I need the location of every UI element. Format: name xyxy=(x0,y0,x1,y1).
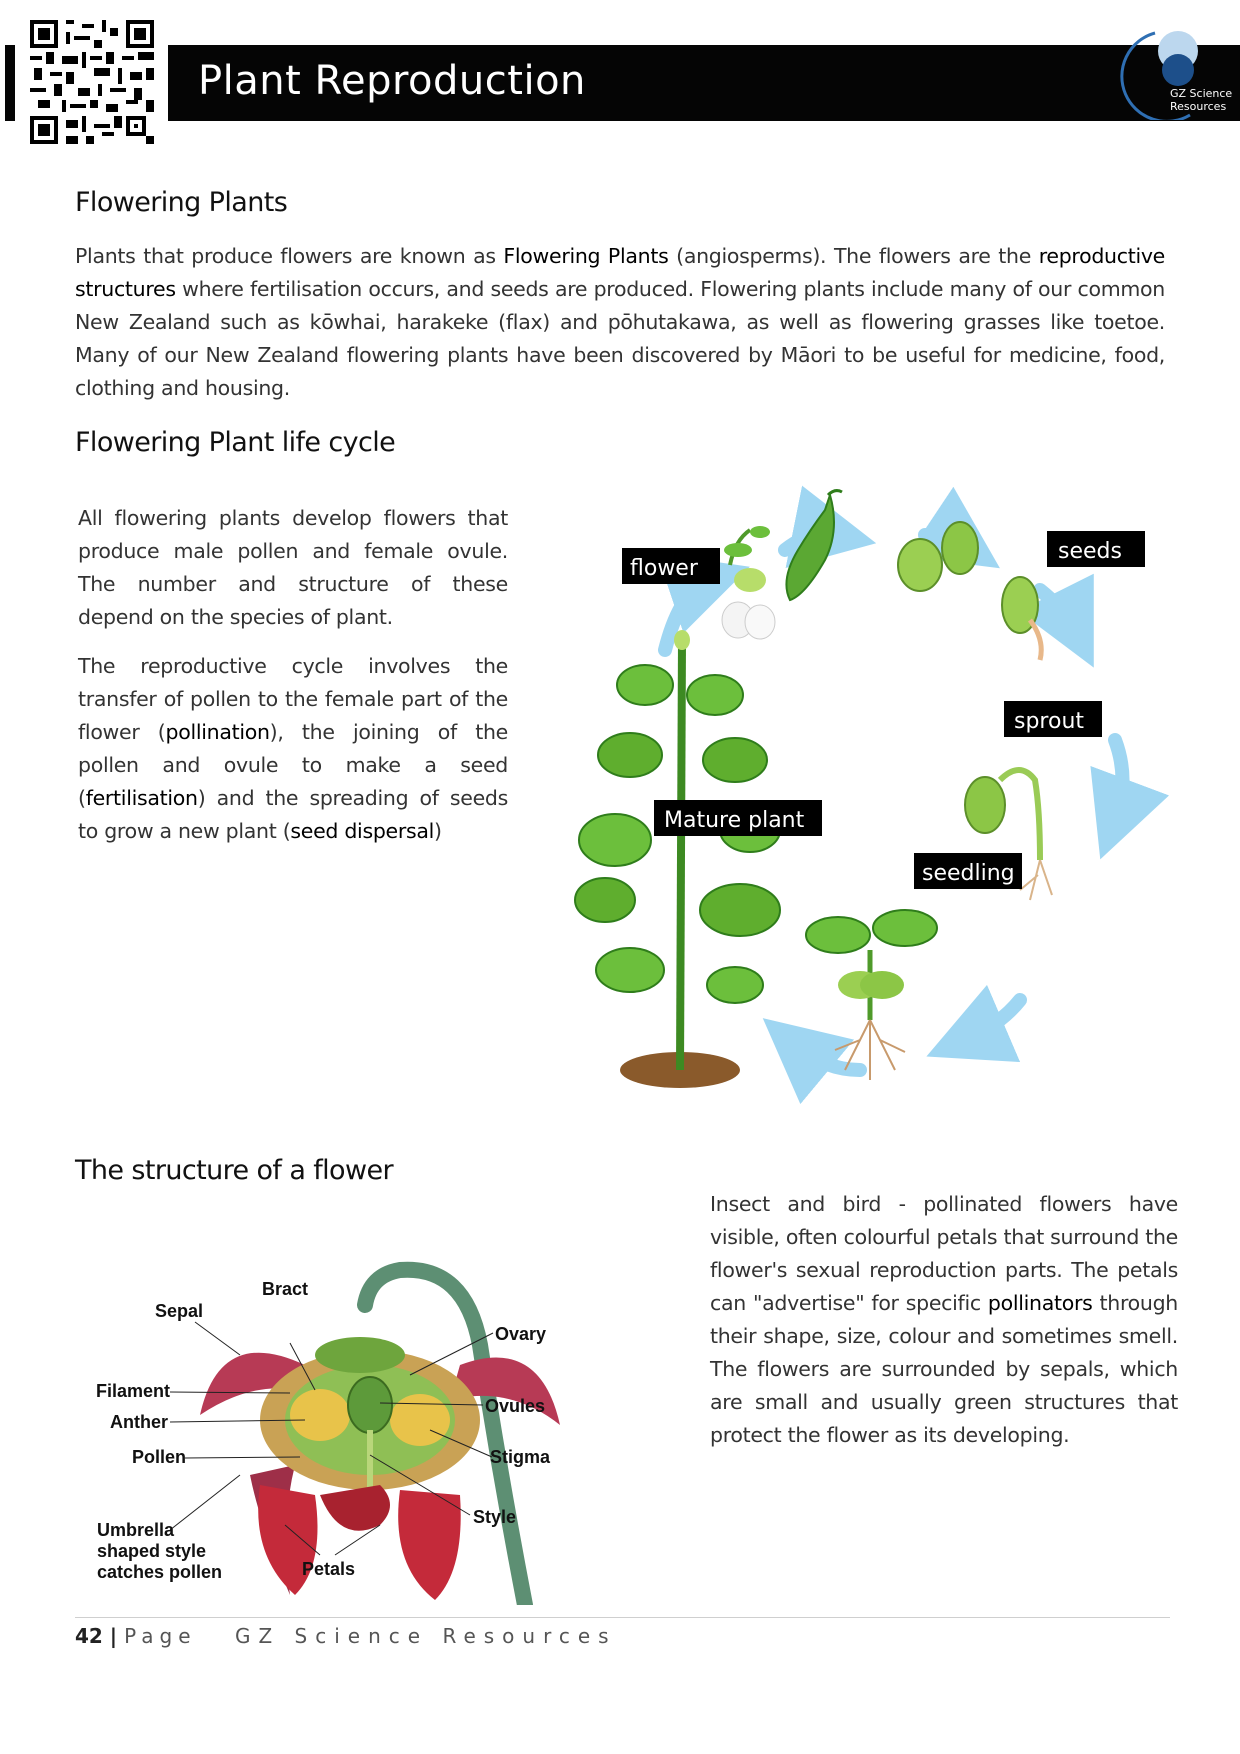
label-seeds: seeds xyxy=(1058,539,1122,564)
label-seedling: seedling xyxy=(922,861,1015,886)
label-umbrella-line2: shaped style xyxy=(97,1541,207,1561)
label-stigma: Stigma xyxy=(490,1447,551,1467)
header-left-stripe xyxy=(5,45,15,121)
term-flowering-plants: Flowering Plants xyxy=(503,244,669,268)
label-petals: Petals xyxy=(302,1559,356,1579)
mature-plant xyxy=(575,630,780,1088)
footer-page-number: 42 | Page xyxy=(75,1624,197,1648)
label-anther: Anther xyxy=(110,1412,168,1432)
label-bract: Bract xyxy=(262,1279,309,1299)
label-sprout: sprout xyxy=(1014,709,1085,734)
flower-structure-paragraph: Insect and bird - pollinated flowers have visible, often colourful petals that surround the flower's sexual reproduction parts. The petals can "advertise" for specific pollinators through their shape, size, colour and sometimes smell. The flowers are surrounded by sepals, which are small and usually green structures that protect the flower as its developing. xyxy=(710,1192,1179,1447)
term-fertilisation: fertilisation xyxy=(85,786,198,810)
qr-code-icon xyxy=(30,20,154,144)
sprout-stage xyxy=(1002,577,1041,660)
flower-stage xyxy=(722,526,775,639)
life-cycle-text xyxy=(78,502,508,864)
term-seed-dispersal: seed dispersal xyxy=(290,819,435,843)
section-heading-flower-structure: The structure of a flower xyxy=(75,1155,393,1186)
page-title: Plant Reproduction xyxy=(198,58,586,104)
label-style: Style xyxy=(473,1507,517,1527)
plant-life-cycle-diagram xyxy=(570,480,1180,1120)
logo-text: GZ Science Resources xyxy=(1170,87,1233,113)
section-heading-flowering-plants: Flowering Plants xyxy=(75,187,288,218)
petals xyxy=(258,1485,461,1600)
term-reproductive-structures: reproductive structures xyxy=(75,244,1165,301)
flowering-plants-paragraph: Plants that produce flowers are known as Flowering Plants (angiosperms). The flowers are the reproductive structures where fertilisation occurs, and seeds are produced. Flowering plants include many of our common New Zealand such as kōwhai, harakeke (flax) and pōhutakawa, as well as flowering grasses like toetoe. Many of our New Zealand flowering plants have been discovered by Māori to be useful for medicine, food, clothing and housing. xyxy=(75,244,1165,400)
life-cycle-paragraph-2: The reproductive cycle involves the transfer of pollen to the female part of the flower (pollination), the joining of the pollen and ovule to make a seed (fertilisation) and the spreading of seeds to grow a new plant (seed dispersal) xyxy=(78,654,508,843)
seedling-plant xyxy=(806,910,937,1080)
label-ovary: Ovary xyxy=(495,1324,547,1344)
label-sepal: Sepal xyxy=(155,1301,204,1321)
footer-brand: GZ Science Resources xyxy=(235,1624,617,1648)
label-pollen: Pollen xyxy=(132,1447,187,1467)
flower-structure-diagram xyxy=(80,1225,640,1605)
footer-divider xyxy=(75,1617,1170,1618)
life-cycle-paragraph-1: All flowering plants develop flowers that produce male pollen and female ovule. The number and structure of these depend on the species of plant. xyxy=(78,506,508,629)
section-heading-life-cycle: Flowering Plant life cycle xyxy=(75,427,396,458)
label-ovules: Ovules xyxy=(485,1396,546,1416)
term-pollinators: pollinators xyxy=(987,1291,1093,1315)
label-flower: flower xyxy=(630,556,698,581)
label-umbrella-line3: catches pollen xyxy=(97,1562,223,1582)
label-mature-plant: Mature plant xyxy=(664,808,805,833)
label-umbrella-line1: Umbrella xyxy=(97,1520,175,1540)
label-filament: Filament xyxy=(96,1381,171,1401)
term-pollination: pollination xyxy=(165,720,270,744)
